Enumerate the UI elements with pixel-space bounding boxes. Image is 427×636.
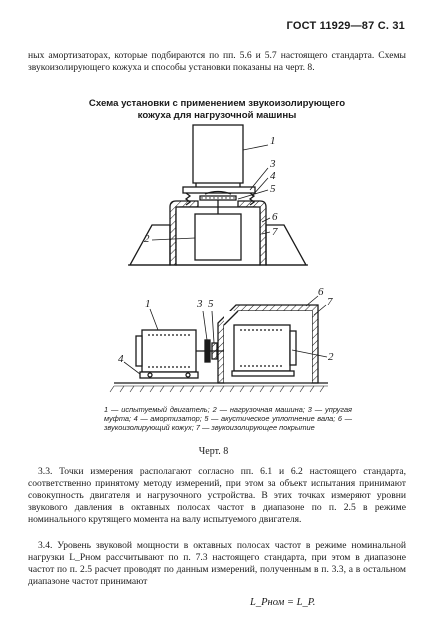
label-top-2: 2: [144, 233, 150, 245]
label-top-6: 6: [272, 211, 278, 223]
label-top-7: 7: [272, 226, 278, 238]
vertical-assembly-diagram: [128, 125, 308, 265]
label-bottom-1: 1: [145, 298, 151, 310]
paragraph-3-4-text: 3.4. Уровень звуковой мощности в октавных полосах частот в режиме номинальной нагрузки L_Pном рассчитывают по п. 7.3 настоящего стандарта, при этом в диапазоне частот по п. 2.5 расчет проводят по данным измерений, полученным в п. 3.3, а в остальном диапазоне частот принимают: [28, 540, 406, 587]
label-bottom-4: 4: [118, 353, 124, 365]
label-top-3: 3: [270, 158, 276, 170]
formula: L_Pном = L_P.: [250, 597, 316, 608]
label-bottom-2: 2: [328, 351, 334, 363]
label-bottom-6: 6: [318, 286, 324, 298]
label-bottom-3: 3: [197, 298, 203, 310]
test-motor-horizontal: [142, 330, 196, 372]
load-machine-horizontal: [234, 325, 290, 371]
label-bottom-5: 5: [208, 298, 214, 310]
label-top-4: 4: [270, 170, 276, 182]
paragraph-3-3-text: 3.3. Точки измерения располагают согласно пп. 6.1 и 6.2 настоящего стандарта, соответственно принятому методу измерений, при этом за объект испытания принимают совокупность двигателя и нагрузочного устройства. В этих точках измеряют уровни звукового давления в октавных полосах частот в диапазоне по п. 2.5 в режиме номинального крутящего момента на валу испытуемого двигателя.: [28, 466, 406, 525]
label-bottom-7: 7: [327, 296, 333, 308]
figure-caption: Черт. 8: [198, 446, 229, 457]
intro-paragraph: ных амортизаторах, которые подбираются по пп. 5.6 и 5.7 настоящего стандарта. Схемы звукоизолирующего кожуха и способы установки показаны на черт. 8.: [28, 50, 406, 73]
load-machine-vertical: [195, 214, 241, 260]
horizontal-assembly-diagram: [110, 296, 328, 392]
page-header: ГОСТ 11929—87 С. 31: [286, 20, 405, 32]
paragraph-3-4: [28, 540, 406, 588]
paragraph-3-3: [28, 466, 406, 526]
figure-title-line-2: кожуха для нагрузочной машины: [137, 110, 297, 121]
label-top-1: 1: [270, 135, 276, 147]
test-motor-vertical: [193, 125, 243, 183]
figure-legend: 1 — испытуемый двигатель; 2 — нагрузочная машина; 3 — упругая муфта; 4 — амортизатор; 5 — акустическое уплотнение вала; 6 — звукоизолирующий кожух; 7 — звукоизолирующее покрытие: [104, 405, 352, 433]
figure-title-line-1: Схема установки с применением звукоизолирующего: [88, 98, 346, 109]
label-top-5: 5: [270, 183, 276, 195]
